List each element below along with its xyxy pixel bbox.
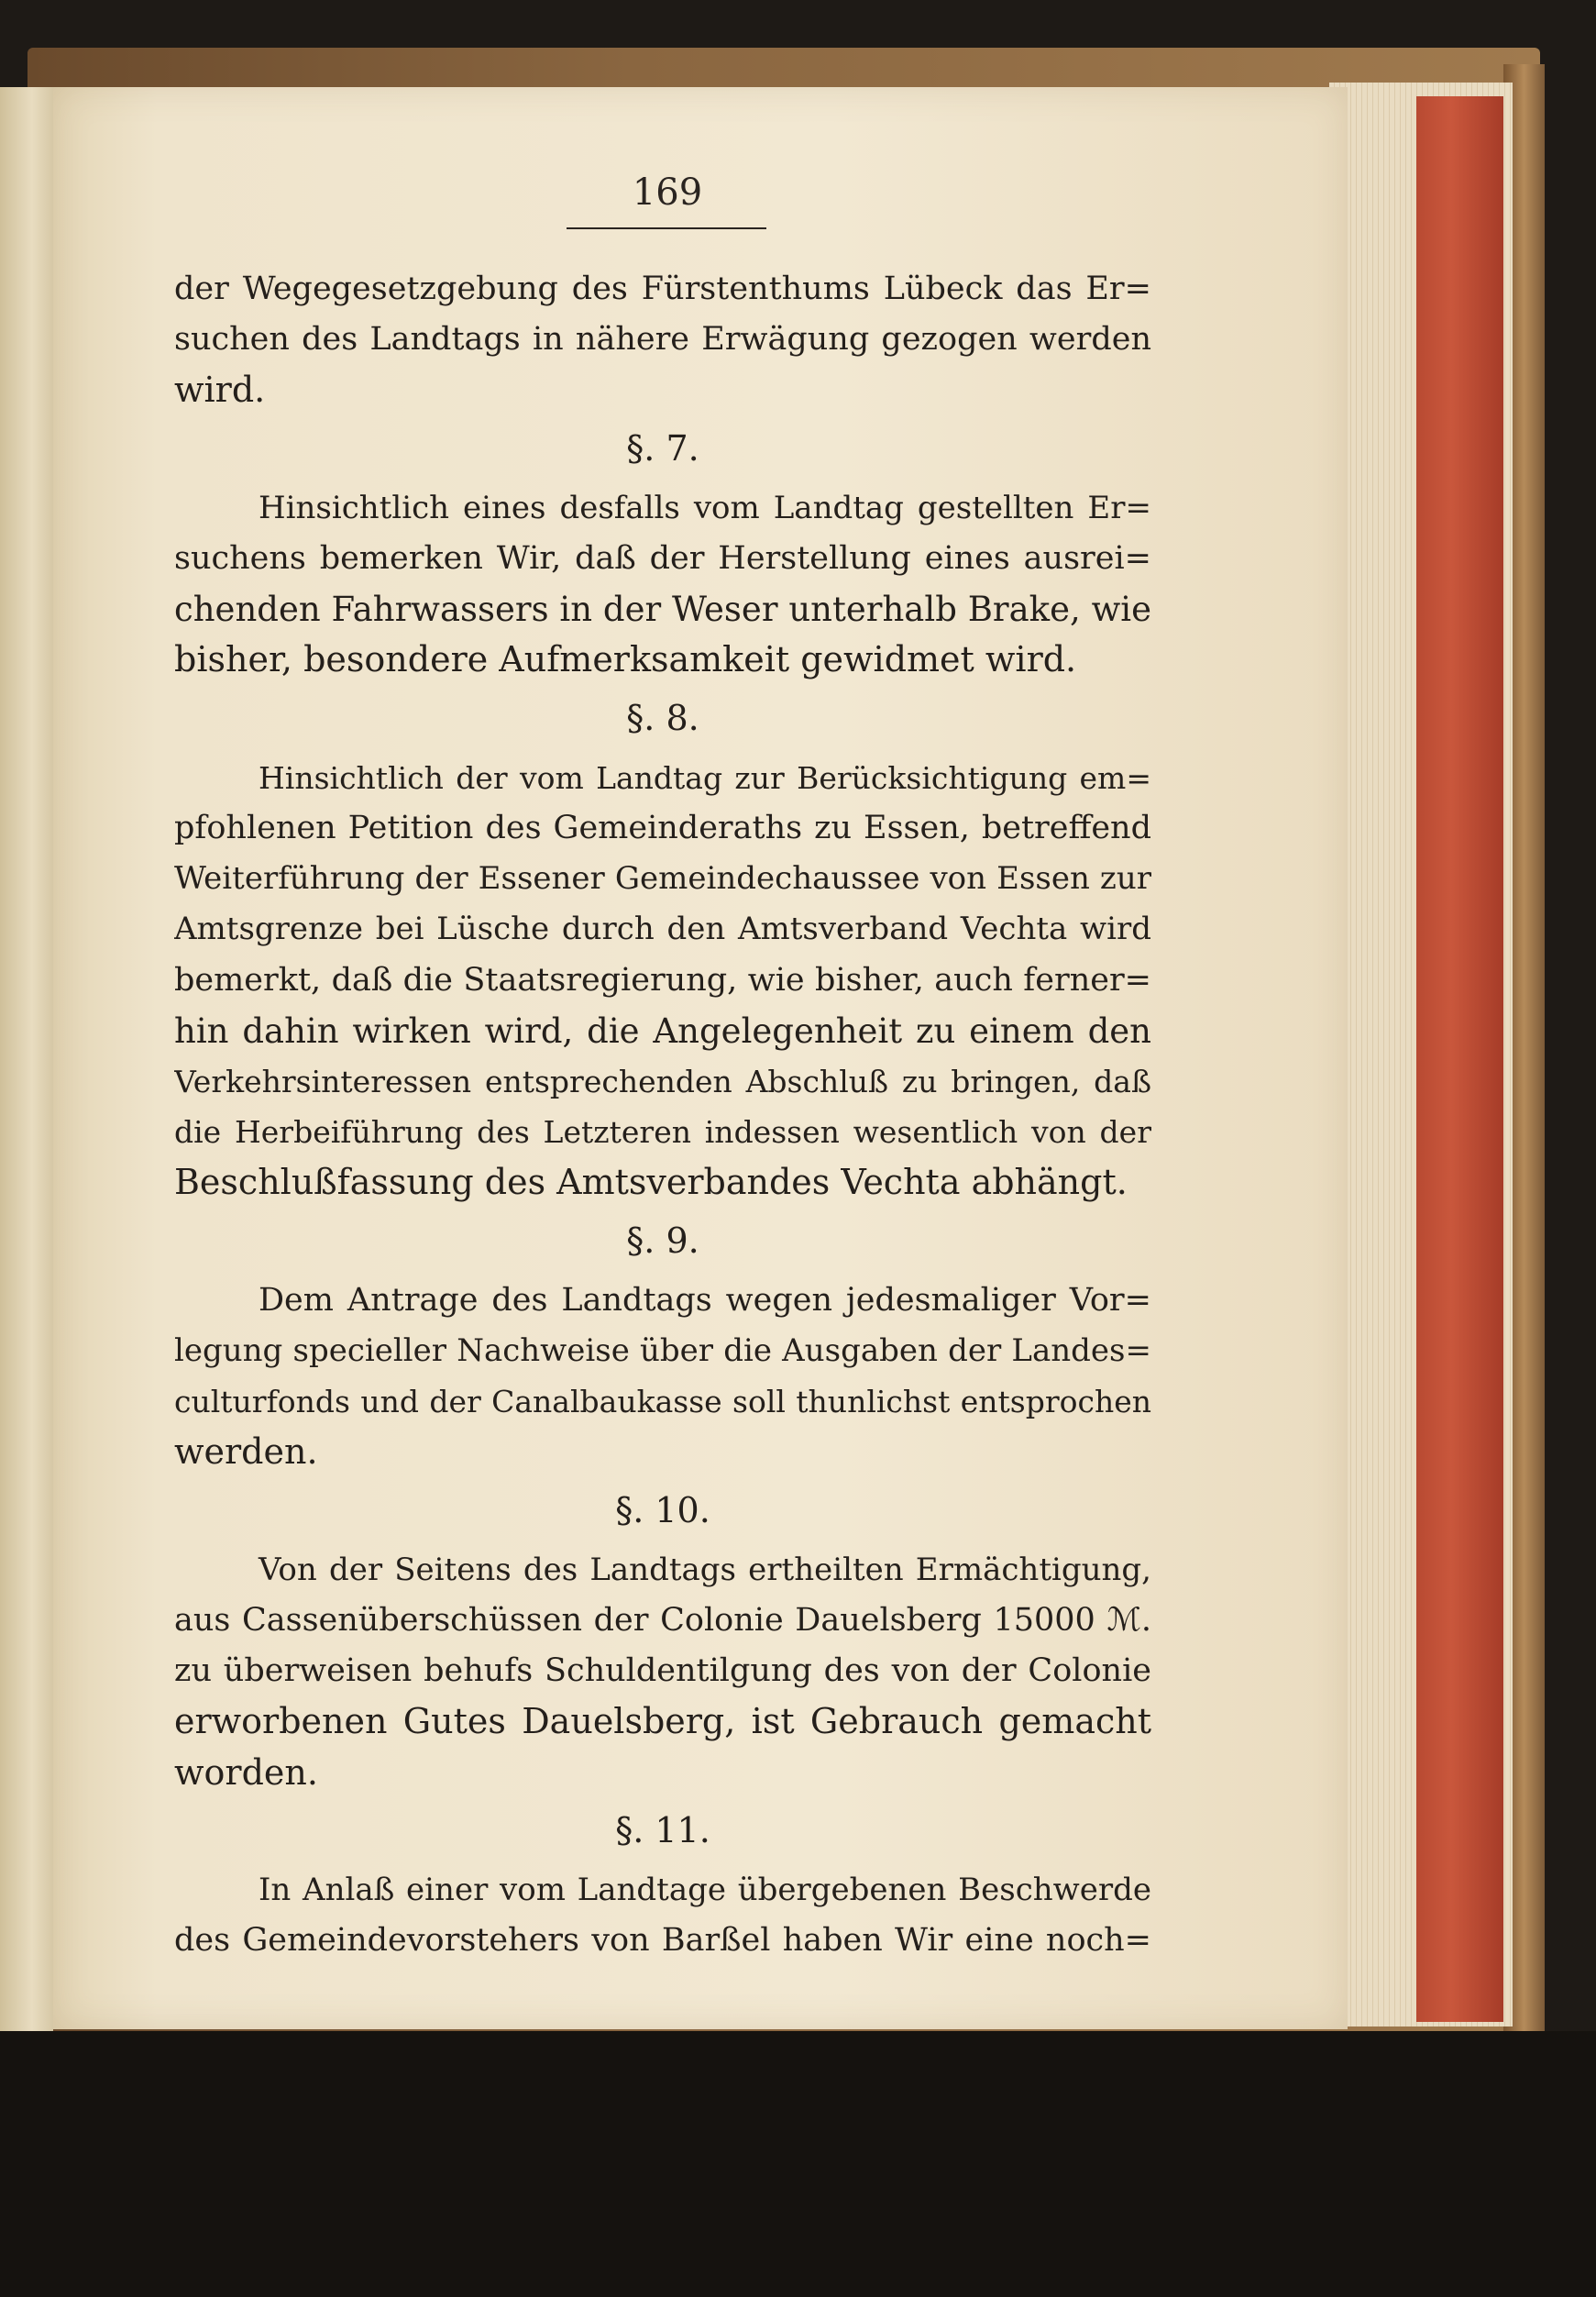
section-heading: §. 10. <box>615 1489 710 1530</box>
red-page-edge <box>1416 96 1503 2022</box>
text-line: bisher, besondere Aufmerksamkeit gewidmet wird. <box>174 639 1077 680</box>
background-bottom <box>0 2031 1596 2297</box>
text-line: hin dahin wirken wird, die Angelegenheit zu einem den <box>174 1010 1151 1051</box>
page-number: 169 <box>632 171 703 214</box>
text-line: suchen des Landtags in nähere Erwägung gezogen werden <box>174 321 1151 359</box>
text-line: legung specieller Nachweise über die Ausgaben der Landes= <box>174 1332 1151 1370</box>
text-line: werden. <box>174 1431 318 1473</box>
text-line: zu überweisen behufs Schuldentilgung des von der Colonie <box>174 1652 1151 1690</box>
text-line: Weiterführung der Essener Gemeindechaussee von Essen zur <box>174 860 1151 898</box>
text-line: Hinsichtlich eines desfalls vom Landtag gestellten Er= <box>259 489 1151 526</box>
left-page-edge <box>0 87 53 2031</box>
text-line: Dem Antrage des Landtags wegen jedesmaliger Vor= <box>259 1281 1151 1319</box>
section-heading: §. 9. <box>626 1220 699 1261</box>
page-header <box>567 171 768 229</box>
text-line: Amtsgrenze bei Lüsche durch den Amtsverband Vechta wird <box>174 911 1151 948</box>
text-line: des Gemeindevorstehers von Barßel haben Wir eine noch= <box>174 1922 1151 1960</box>
section-heading: §. 11. <box>615 1809 710 1850</box>
text-line: aus Cassenüberschüssen der Colonie Dauelsberg 15000 ℳ. <box>174 1602 1151 1640</box>
text-line: suchens bemerken Wir, daß der Herstellung eines ausrei= <box>174 540 1151 578</box>
text-line: pfohlenen Petition des Gemeinderaths zu Essen, betreffend <box>174 810 1151 847</box>
section-heading: §. 8. <box>626 697 699 738</box>
text-line: worden. <box>174 1751 318 1793</box>
text-line: Von der Seitens des Landtags ertheilten Ermächtigung, <box>259 1551 1151 1588</box>
text-line: erworbenen Gutes Dauelsberg, ist Gebrauch gemacht <box>174 1701 1151 1742</box>
text-line: Verkehrsinteressen entsprechenden Abschluß zu bringen, daß <box>174 1064 1151 1100</box>
text-line: wird. <box>174 370 266 411</box>
header-rule <box>567 227 766 229</box>
text-line: In Anlaß einer vom Landtage übergebenen Beschwerde <box>259 1872 1151 1909</box>
text-line: bemerkt, daß die Staatsregierung, wie bisher, auch ferner= <box>174 961 1151 999</box>
text-line: der Wegegesetzgebung des Fürstenthums Lübeck das Er= <box>174 271 1151 307</box>
page-body-text <box>174 264 1151 1967</box>
text-line: die Herbeiführung des Letzteren indessen wesentlich von der <box>174 1114 1151 1151</box>
text-line: Beschlußfassung des Amtsverbandes Vechta abhängt. <box>174 1162 1128 1203</box>
text-line: culturfonds und der Canalbaukasse soll thunlichst entsprochen <box>174 1384 1151 1420</box>
text-line: Hinsichtlich der vom Landtag zur Berücksichtigung em= <box>259 759 1151 796</box>
section-heading: §. 7. <box>626 427 699 469</box>
text-line: chenden Fahrwassers in der Weser unterhalb Brake, wie <box>174 590 1151 630</box>
